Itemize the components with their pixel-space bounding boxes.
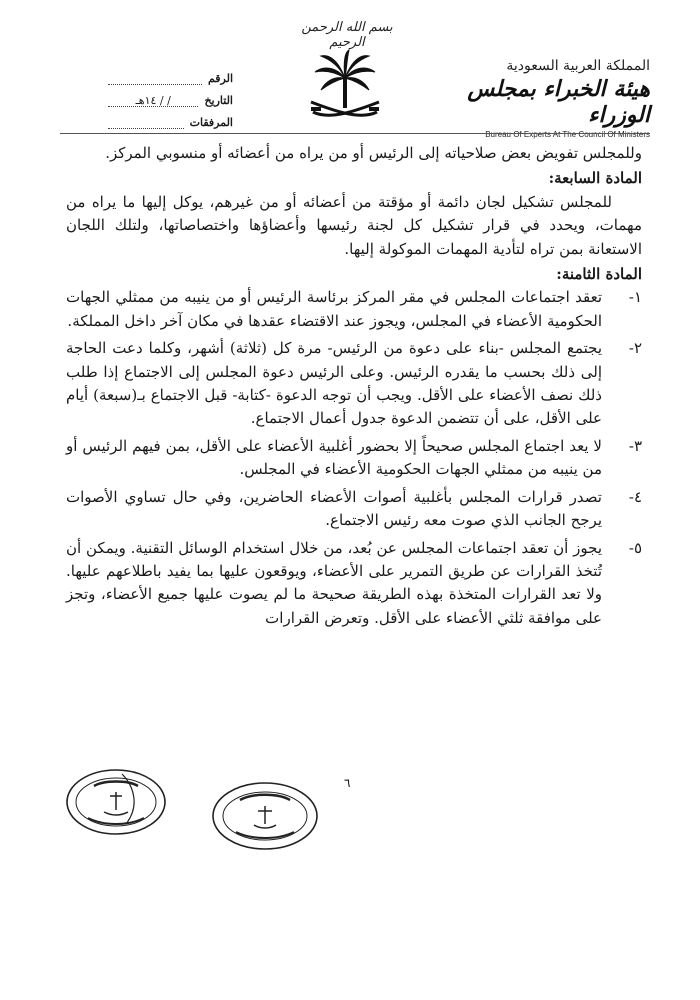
list-item <box>66 537 642 631</box>
date-label: التاريخ <box>204 94 233 107</box>
list-item <box>66 486 642 533</box>
bureau-name-english: Bureau Of Experts At The Council Of Ministers <box>485 130 650 139</box>
item-number: ٥- <box>628 538 642 557</box>
intro-paragraph: وللمجلس تفويض بعض صلاحياته إلى الرئيس أو من يراه من أعضائه أو منسوبي المركز. <box>105 144 642 162</box>
item-text: يجوز أن تعقد اجتماعات المجلس عن بُعد، من خلال استخدام الوسائل التقنية. ويمكن أن تُتخذ القرارات عن طريق التمرير على الأعضاء، ويوقعون عليها بما يفيد باطلاعهم عليها. ولا تعد القرارات المتخذة بهذه الطريقة صحيحة ما لم يصوت عليها جميع الأعضاء، وتجز على موافقة ثلثي الأعضاء على الأقل. وتعرض القرارات <box>66 538 602 627</box>
date-row <box>108 85 233 107</box>
seal-stamp-left <box>64 766 168 838</box>
attachments-row <box>108 107 233 129</box>
bureau-name-arabic: هيئة الخبراء بمجلس الوزراء <box>467 76 650 128</box>
list-item <box>66 435 642 482</box>
attachments-label: المرفقات <box>189 116 233 129</box>
article-8-list <box>66 286 642 630</box>
list-item <box>66 286 642 333</box>
palm-swords-emblem-icon <box>305 48 385 130</box>
reference-fields <box>108 63 233 129</box>
number-label: الرقم <box>207 72 233 85</box>
attachments-value <box>108 116 184 129</box>
date-value: / / ١٤هـ <box>108 94 198 107</box>
article-7-heading: المادة السابعة: <box>548 169 642 188</box>
item-number: ٢- <box>628 339 642 358</box>
article-7-text: للمجلس تشكيل لجان دائمة أو مؤقتة من أعضائه أو من غيرهم، يوكل إليها ما يراه من مهمات، ويحدد في قرار تشكيل كل لجنة رئيسها وأعضاؤها واختصاصاتها، ولتلك اللجان الاستعانة بمن تراه لتأدية المهمات الموكولة إليها. <box>66 192 642 258</box>
organization-block <box>450 58 650 139</box>
article-8-heading: المادة الثامنة: <box>556 265 642 284</box>
item-text: تعقد اجتماعات المجلس في مقر المركز برئاسة الرئيس أو من ينيبه من ممثلي الجهات الحكومية الأعضاء في المجلس، ويجوز عند الاقتضاء عقدها في مكان آخر داخل المملكة. <box>66 288 602 330</box>
seal-stamp-right <box>210 780 320 852</box>
item-number: ٤- <box>628 487 642 506</box>
item-text: لا يعد اجتماع المجلس صحيحاً إلا بحضور أغلبية الأعضاء على الأقل، بمن فيهم الرئيس أو من ينيبه من ممثلي الجهات الحكومية الأعضاء في المجلس. <box>66 436 602 479</box>
item-number: ٣- <box>628 436 642 455</box>
number-row <box>108 63 233 85</box>
kingdom-name: المملكة العربية السعودية <box>506 58 650 74</box>
item-text: يجتمع المجلس -بناء على دعوة من الرئيس- مرة كل (ثلاثة) أشهر، وكلما دعت الحاجة إلى ذلك بحسب ما يقدره الرئيس. وعلى الرئيس دعوة المجلس إلى الاجتماع إذا طلب ذلك نصف الأعضاء على الأقل. ويجب أن توجه الدعوة -كتابة- قبل الاجتماع بـ(سبعة) أيام على الأقل، على أن تتضمن الدعوة جدول أعمال الاجتماع. <box>66 339 602 428</box>
item-text: تصدر قرارات المجلس بأغلبية أصوات الأعضاء الحاضرين، وفي حال تساوي الأصوات يرجح الجانب الذي صوت معه رئيس الاجتماع. <box>66 487 602 530</box>
number-value <box>108 72 202 85</box>
document-body <box>66 142 642 634</box>
header-divider <box>60 133 650 134</box>
list-item <box>66 337 642 431</box>
page-number: ٦ <box>344 776 351 790</box>
item-number: ١- <box>628 288 642 307</box>
basmala: بسم الله الرحمن الرحيم <box>301 20 393 50</box>
